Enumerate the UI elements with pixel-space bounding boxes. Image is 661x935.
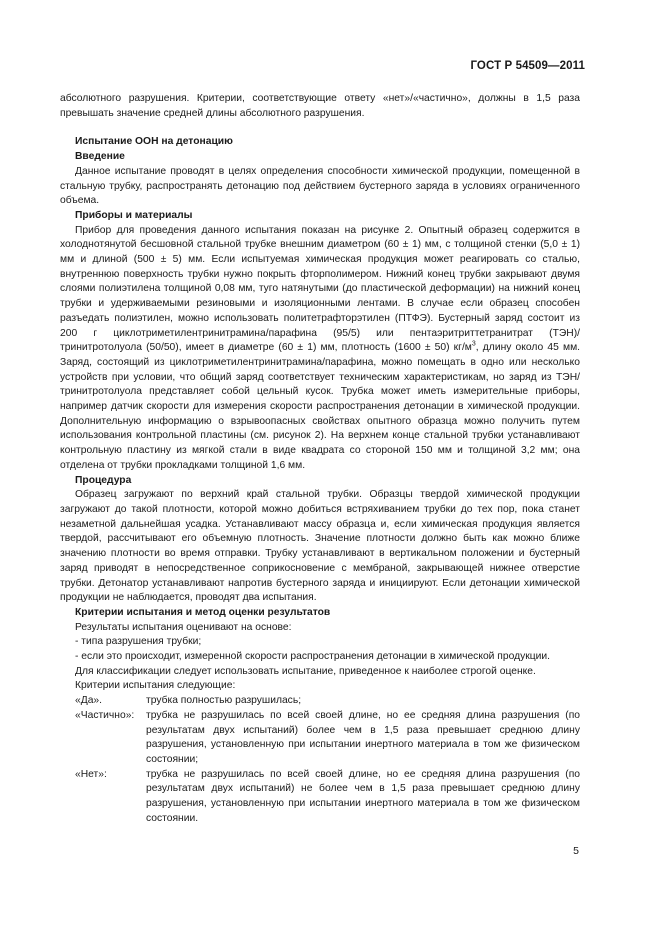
criterion-partial [60,709,580,768]
criterion-text: трубка не разрушилась по всей своей длине, но ее средняя длина разрушения (по результатам двух испытаний) не более чем в 1,5 раза превышает среднюю длину разрушения, установленную при испытании инертного материала в том же физическом состоянии. [146,768,580,824]
page-number: 5 [573,845,579,857]
density-unit-exponent: 3 [471,340,476,348]
list-item: - типа разрушения трубки; [75,636,202,648]
results-intro: Результаты испытания оценивают на основе: [75,621,292,633]
equipment-heading: Приборы и материалы [75,209,193,221]
document-body [60,92,580,826]
continued-paragraph: абсолютного разрушения. Критерии, соответствующие ответу «нет»/«частично», должны в 1,5 раза превышать значение средней длины абсолютного разрушения. [60,93,580,119]
criterion-label: «Да». [75,695,103,707]
criterion-text: трубка полностью разрушилась; [146,695,302,707]
section-title: Испытание ООН на детонацию [75,136,233,148]
equipment-text-a: Прибор для проведения данного испытания показан на рисунке 2. Опытный образец содержится в холоднотянутой бесшовной стальной трубке внешним диаметром (60 ± 1) мм, с толщиной стенки (5,0 ± 1) мм и длиной (500 ± 5) мм. Если испытуемая химическая продукция может реагировать со сталью, внутреннюю поверхность трубки нужно покрыть фторполимером. Нижний конец трубки закрывают двумя слоями полиэтилена толщиной 0,08 мм, туго натянутыми (до пластической деформации) на нижний конец трубки и удерживаемыми резиновыми и изоляционными лентами. В случае если образец способен разъедать полиэтилен, можно использовать политетрафторэтилен (ПТФЭ). Бустерный заряд состоит из 200 г циклотриметилентринитрамина/парафина (95/5) или пентаэритриттетранитрат (ТЭН)/тринитротолуола (50/50), имеет в диаметре (60 ± 1) мм, плотность (1600 ± 50) кг/м [60,224,580,354]
criterion-label: «Нет»: [75,768,107,780]
criteria-heading: Критерии испытания и метод оценки результатов [75,606,331,618]
criteria-intro: Критерии испытания следующие: [75,680,236,692]
standard-number: ГОСТ Р 54509—2011 [470,60,585,72]
criterion-yes [60,694,580,709]
intro-paragraph: Данное испытание проводят в целях определения способности химической продукции, помещенной в стальную трубку, распространять детонацию под действием бустерного заряда в условиях ограниченного объема. [60,165,580,207]
procedure-paragraph: Образец загружают по верхний край стальной трубки. Образцы твердой химической продукции загружают до такой плотности, которой можно добиться встряхиванием трубки до тех пор, пока станет незаметной дальнейшая усадка. Устанавливают массу образца и, если химическая продукция является твердой, рассчитывают его объемную плотность. Значение плотности должно быть как можно ближе значению плотности во время отправки. Трубку устанавливают в вертикальном положении и бустерный заряд приводят в непосредственное соприкосновение с мембраной, закрывающей нижнее отверстие трубки. Детонатор устанавливают напротив бустерного заряда и инициируют. Если детонации химической продукции не наблюдается, проводят два испытания. [60,489,580,604]
equipment-text-b: , длину около 45 мм. Заряд, состоящий из циклотриметилентринитрамина/парафина, можно помещать в одно или несколько устройств при условии, что общий заряд соответствует техническим характеристикам, но заряд из ТЭН/тринитротолуола представляет собой цельный кусок. Трубка может иметь измерительные приборы, например датчик скорости для измерения скорости распространения детонации в химической продукции. Дополнительную информацию о взрывоопасных свойствах опытного образца можно получить путем использования контрольной пластины (см. рисунок 2). На верхнем конце стальной трубки устанавливают контрольную пластину из мягкой стали в виде квадрата со стороной 150 мм и толщиной 3,2 мм; она отделена от трубки прокладками толщиной 1,6 мм. [60,342,581,471]
procedure-heading: Процедура [75,474,132,486]
criterion-no [60,768,580,827]
equipment-paragraph [60,224,580,474]
intro-heading: Введение [75,151,125,163]
classification-note: Для классификации следует использовать испытание, приведенное к наиболее строгой оценке. [75,665,536,677]
criterion-text: трубка не разрушилась по всей своей длине, но ее средняя длина разрушения (по результатам двух испытаний) более чем в 1,5 раза превышает среднюю длину разрушения, установленную при испытании инертного материала в том же физическом состоянии; [146,709,580,765]
list-item: - если это происходит, измеренной скорости распространения детонации в химической продукции. [75,651,551,663]
criterion-label: «Частично»: [75,709,135,721]
